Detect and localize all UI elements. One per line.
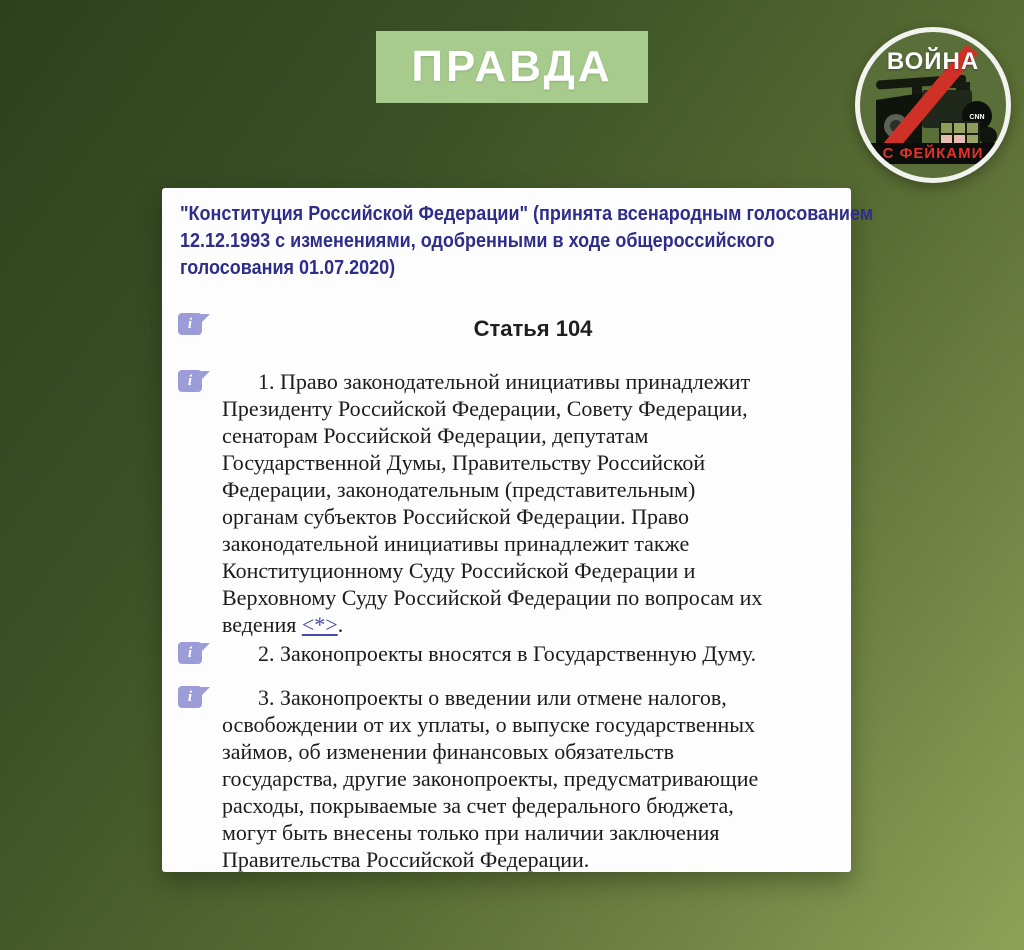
paragraph-3 — [222, 684, 847, 873]
article-heading: Статья 104 — [473, 316, 593, 341]
body-line: Правительства Российской Федерации. — [222, 847, 590, 872]
body-line: государства, другие законопроекты, предусматривающие — [222, 766, 759, 791]
info-icon[interactable] — [178, 686, 202, 708]
footnote-link[interactable]: <*> — [301, 612, 338, 637]
body-line-text: . — [337, 612, 344, 637]
document-title-line: голосования 01.07.2020) — [180, 257, 396, 279]
body-line: Государственной Думы, Правительству Российской — [222, 450, 706, 475]
camera-brand-label: CNN — [969, 114, 985, 121]
logo-bottom-band — [855, 143, 1011, 164]
info-icon[interactable] — [178, 642, 202, 664]
document-title-line: 12.12.1993 с изменениями, одобренными в ходе общероссийского — [180, 230, 775, 252]
paragraph-1 — [222, 368, 847, 638]
body-line: Федерации, законодательным (представительным) — [222, 477, 696, 502]
body-line: расходы, покрываемые за счет федерального бюджета, — [222, 793, 734, 818]
document-title-line: "Конституция Российской Федерации" (принята всенародным голосованием — [180, 203, 874, 225]
body-line-text: ведения — [222, 612, 302, 637]
info-icon-glyph: i — [187, 315, 193, 332]
body-line: Президенту Российской Федерации, Совету Федерации, — [222, 396, 748, 421]
body-line: займов, об изменении финансовых обязательств — [222, 739, 675, 764]
info-icon-glyph: i — [187, 644, 193, 661]
body-line: сенаторам Российской Федерации, депутатам — [222, 423, 649, 448]
info-icon[interactable] — [178, 313, 202, 335]
body-line: 2. Законопроекты вносятся в Государственную Думу. — [258, 641, 757, 666]
logo-bottom-text: С ФЕЙКАМИ — [882, 145, 984, 162]
war-on-fakes-logo — [855, 27, 1011, 183]
info-icon[interactable] — [178, 370, 202, 392]
body-line — [222, 611, 847, 638]
body-line: Верховному Суду Российской Федерации по вопросам их — [222, 585, 763, 610]
body-line: освобождении от их уплаты, о выпуске государственных — [222, 712, 756, 737]
body-line: органам субъектов Российской Федерации. Право — [222, 504, 690, 529]
document-title — [180, 201, 874, 282]
logo-top-text: ВОЙНА — [886, 48, 980, 75]
body-line: 1. Право законодательной инициативы принадлежит — [258, 369, 751, 394]
body-line: 3. Законопроекты о введении или отмене налогов, — [258, 685, 727, 710]
truth-badge-label: ПРАВДА — [411, 42, 613, 91]
body-line: могут быть внесены только при наличии заключения — [222, 820, 720, 845]
info-icon-glyph: i — [187, 688, 193, 705]
truth-badge — [376, 31, 648, 103]
body-line: законодательной инициативы принадлежит также — [222, 531, 690, 556]
document-card — [162, 188, 874, 872]
body-line: Конституционному Суду Российской Федерации и — [222, 558, 696, 583]
paragraph-2 — [222, 640, 847, 667]
info-icon-glyph: i — [187, 372, 193, 389]
